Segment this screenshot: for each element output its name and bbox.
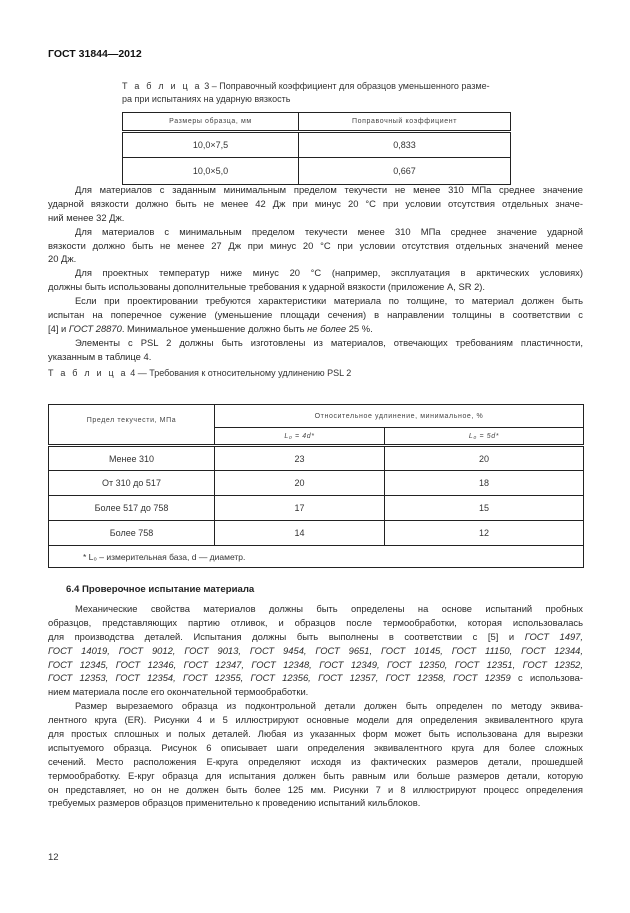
text-run: образцов, представляющих партию отливок, и образцов после термообработки, которая использовалась bbox=[48, 616, 583, 628]
paragraph bbox=[48, 336, 583, 364]
body-text-b bbox=[48, 602, 583, 810]
table3-header: Размеры образца, мм bbox=[123, 113, 299, 132]
text-line bbox=[48, 602, 583, 616]
text-run: нием материала после его окончательной термообработки. bbox=[48, 686, 309, 698]
text-run: Для материалов с заданным минимальным пределом текучести не менее 310 МПа среднее значение bbox=[75, 184, 583, 195]
table4-subheader: L₀ = 4d* bbox=[215, 428, 385, 446]
document-header: ГОСТ 31844—2012 bbox=[48, 48, 142, 60]
text-line bbox=[48, 294, 583, 308]
text-line bbox=[48, 769, 583, 783]
text-run: сечений. Место расположения Е-круга определяют исходя из фактических размеров детали, прошедшей bbox=[48, 755, 583, 767]
table-cell: Более 758 bbox=[49, 521, 215, 546]
table4-caption-text: 4 — Требования к относительному удлинению PSL 2 bbox=[130, 368, 352, 378]
text-run: термообработку. Е-круг образца для испытания должен быть равным или больше размеров детали, которую bbox=[48, 769, 583, 781]
table-cell: 23 bbox=[215, 446, 385, 471]
text-line bbox=[48, 727, 583, 741]
text-line bbox=[48, 266, 583, 280]
paragraph bbox=[48, 225, 583, 267]
page-number: 12 bbox=[48, 852, 59, 863]
table4-header-elongation: Относительное удлинение, минимальное, % bbox=[215, 405, 584, 428]
text-run: Для материалов с минимальным пределом текучести менее 310 МПа среднее значение ударной bbox=[75, 225, 583, 237]
text-line bbox=[48, 685, 583, 699]
table-cell: 18 bbox=[385, 471, 584, 496]
text-line bbox=[48, 644, 583, 658]
standard-reference: ГОСТ 12353, ГОСТ 12354, ГОСТ 12355, ГОСТ 12356, ГОСТ 12357, ГОСТ 12358, ГОСТ 12359 bbox=[48, 672, 511, 684]
table-cell: Более 517 до 758 bbox=[49, 496, 215, 521]
text-line bbox=[48, 322, 583, 336]
text-line bbox=[48, 252, 583, 266]
text-line bbox=[48, 183, 583, 197]
paragraph bbox=[48, 699, 583, 810]
text-line bbox=[48, 658, 583, 672]
standard-reference: не более bbox=[307, 322, 347, 334]
table-cell: Менее 310 bbox=[49, 446, 215, 471]
table-cell: 14 bbox=[215, 521, 385, 546]
table-caption-prefix: Т а б л и ц а bbox=[122, 81, 202, 91]
text-line bbox=[48, 699, 583, 713]
paragraph bbox=[48, 183, 583, 225]
standard-reference: ГОСТ 14019, ГОСТ 9012, ГОСТ 9013, ГОСТ 9454, ГОСТ 9651, ГОСТ 10145, ГОСТ 11150, ГОСТ 12344, bbox=[48, 644, 583, 656]
table-row bbox=[49, 446, 584, 471]
text-run: для простых сплошных и полых деталей. Любая из указанных форм может быть использована для вырезки bbox=[48, 728, 583, 740]
table-cell: 10,0×5,0 bbox=[123, 158, 299, 185]
text-run: должны быть использованы дополнительные требования к ударной вязкости (приложение А, SR 2). bbox=[48, 281, 486, 293]
text-line bbox=[48, 280, 583, 294]
text-line bbox=[48, 741, 583, 755]
table-row bbox=[49, 521, 584, 546]
text-run: он представляет, но он не должен быть более 125 мм. Рисунки 7 и 8 иллюстрируют процесс определения bbox=[48, 783, 583, 795]
text-line bbox=[48, 350, 583, 364]
standard-reference: ГОСТ 1497, bbox=[524, 630, 583, 642]
paragraph bbox=[48, 294, 583, 336]
table-cell: 0,833 bbox=[299, 132, 511, 158]
table3 bbox=[122, 112, 511, 185]
text-line bbox=[48, 225, 583, 239]
text-run: указанным в таблице 4. bbox=[48, 350, 152, 362]
text-line bbox=[48, 783, 583, 797]
table-caption-prefix: Т а б л и ц а bbox=[48, 368, 128, 378]
text-run: Для проектных температур ниже минус 20 °С (например, эксплуатация в арктических условиях) bbox=[75, 267, 583, 279]
text-run: . Минимальное уменьшение должно быть bbox=[121, 322, 308, 334]
text-line bbox=[48, 308, 583, 322]
table4-subheader: L₀ = 5d* bbox=[385, 428, 584, 446]
paragraph bbox=[48, 602, 583, 699]
text-run: лентного круга (ER). Рисунки 4 и 5 иллюстрируют основные модели для определения эквивалентного круга bbox=[48, 714, 583, 726]
table-cell: 17 bbox=[215, 496, 385, 521]
standard-reference: ГОСТ 12345, ГОСТ 12346, ГОСТ 12347, ГОСТ 12348, ГОСТ 12349, ГОСТ 12350, ГОСТ 12351, ГОСТ 12352, bbox=[48, 658, 583, 670]
body-text-a bbox=[48, 183, 583, 364]
text-run: ударной вязкости должно быть не менее 42 Дж при минус 20 °С при условии отсутствия отдельных значе- bbox=[48, 197, 583, 209]
paragraph bbox=[48, 266, 583, 294]
text-line bbox=[48, 671, 583, 685]
standard-reference: ГОСТ 28870 bbox=[68, 322, 122, 334]
text-run: Размер вырезаемого образца из подконтрольной детали должен быть определен по методу эквива- bbox=[75, 700, 583, 712]
table-cell: 12 bbox=[385, 521, 584, 546]
table-cell: 0,667 bbox=[299, 158, 511, 185]
table-cell: 10,0×7,5 bbox=[123, 132, 299, 158]
table3-caption-text: 3 – Поправочный коэффициент для образцов уменьшенного разме- bbox=[204, 81, 490, 91]
text-run: вязкости должно быть не менее 27 Дж при минус 20 °С при условии отсутствия отдельных значений менее bbox=[48, 239, 583, 251]
text-line bbox=[48, 239, 583, 253]
text-run: ний менее 32 Дж. bbox=[48, 211, 125, 223]
text-line bbox=[48, 336, 583, 350]
text-run: испытуемого образца. Рисунок 6 описывает шаги определения эквивалентного круга для более сложных bbox=[48, 741, 583, 753]
text-line bbox=[48, 197, 583, 211]
text-run: [4] и bbox=[48, 322, 69, 334]
table4-caption bbox=[48, 367, 351, 380]
text-run: с использова- bbox=[510, 672, 583, 684]
table4 bbox=[48, 404, 584, 568]
table-cell: От 310 до 517 bbox=[49, 471, 215, 496]
text-run: Элементы с PSL 2 должны быть изготовлены из материалов, отвечающих требованиям пластичности, bbox=[75, 336, 583, 348]
table3-caption bbox=[122, 80, 512, 106]
table3-caption-text-2: ра при испытаниях на ударную вязкость bbox=[122, 94, 291, 104]
table4-header-yield: Предел текучести, МПа bbox=[49, 405, 215, 446]
table-row bbox=[123, 158, 511, 185]
table-row bbox=[49, 471, 584, 496]
table3-header: Поправочный коэффициент bbox=[299, 113, 511, 132]
text-run: 20 Дж. bbox=[48, 253, 77, 265]
text-line bbox=[48, 616, 583, 630]
table-row bbox=[123, 132, 511, 158]
table-row bbox=[49, 496, 584, 521]
text-line bbox=[48, 713, 583, 727]
table-cell: 20 bbox=[215, 471, 385, 496]
text-run: испытан на поперечное сужение (уменьшение площади сечения) в направлении толщины в соответствии с bbox=[48, 309, 583, 321]
section-heading: 6.4 Проверочное испытание материала bbox=[66, 584, 255, 595]
table-cell: 20 bbox=[385, 446, 584, 471]
text-line bbox=[48, 796, 583, 810]
text-run: Если при проектировании требуются характеристики материала по толщине, то материал должен быть bbox=[75, 295, 583, 307]
text-run: требуемых размеров образцов применительно к проведению испытаний кильблоков. bbox=[48, 797, 421, 809]
table4-footnote: * L₀ – измерительная база, d — диаметр. bbox=[49, 546, 584, 568]
table-cell: 15 bbox=[385, 496, 584, 521]
text-run: Механические свойства материалов должны быть определены на основе испытаний пробных bbox=[75, 603, 583, 614]
text-line bbox=[48, 211, 583, 225]
text-run: для производства деталей. Испытания должны быть выполнены в соответствии с [5] и bbox=[48, 630, 525, 642]
text-line bbox=[48, 755, 583, 769]
text-run: 25 %. bbox=[346, 322, 373, 334]
text-line bbox=[48, 630, 583, 644]
